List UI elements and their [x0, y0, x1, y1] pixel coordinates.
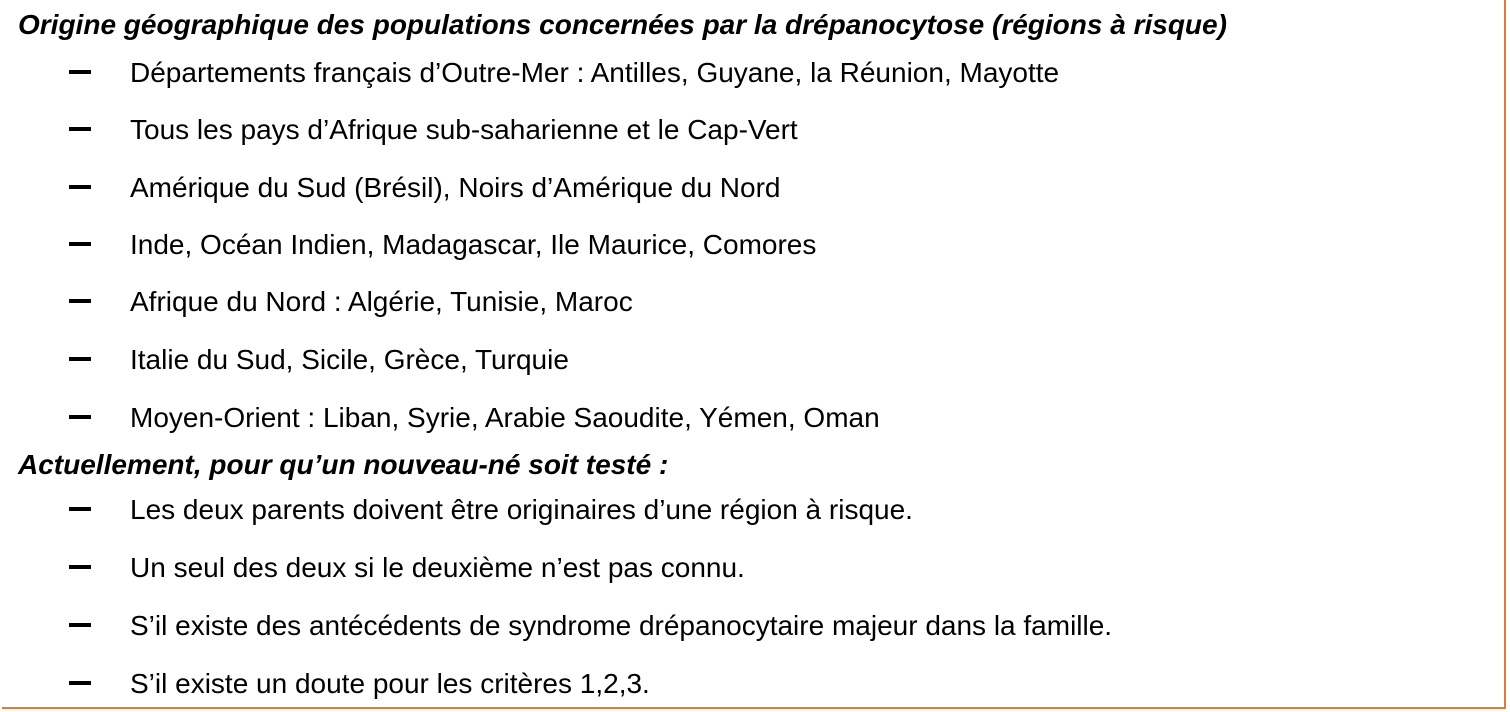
list-item-text: S’il existe un doute pour les critères 1,2,3. — [130, 668, 650, 699]
list-item — [0, 608, 1500, 644]
dash-bullet-icon — [69, 507, 91, 511]
list-item — [0, 492, 1500, 528]
list-item — [0, 666, 1500, 702]
list-item-text: Amérique du Sud (Brésil), Noirs d’Amérique du Nord — [130, 172, 781, 203]
dash-bullet-icon — [69, 623, 91, 627]
regions-heading: Origine géographique des populations concernées par la drépanocytose (régions à risque) — [18, 9, 1227, 40]
list-item-text: Moyen-Orient : Liban, Syrie, Arabie Saoudite, Yémen, Oman — [130, 402, 880, 433]
list-item — [0, 55, 1500, 91]
dash-bullet-icon — [69, 357, 91, 361]
dash-bullet-icon — [69, 185, 91, 189]
list-item-text: Les deux parents doivent être originaires d’une région à risque. — [130, 494, 913, 525]
dash-bullet-icon — [69, 242, 91, 246]
list-item — [0, 170, 1500, 206]
list-item — [0, 112, 1500, 148]
dash-bullet-icon — [69, 681, 91, 685]
dash-bullet-icon — [69, 127, 91, 131]
list-item-text: Départements français d’Outre-Mer : Antilles, Guyane, la Réunion, Mayotte — [130, 57, 1060, 88]
dash-bullet-icon — [69, 415, 91, 419]
list-item-text: S’il existe des antécédents de syndrome drépanocytaire majeur dans la famille. — [130, 610, 1113, 641]
list-item-text: Inde, Océan Indien, Madagascar, Ile Maurice, Comores — [130, 229, 817, 260]
dash-bullet-icon — [69, 70, 91, 74]
list-item-text: Italie du Sud, Sicile, Grèce, Turquie — [130, 344, 569, 375]
list-item-text: Un seul des deux si le deuxième n’est pas connu. — [130, 552, 745, 583]
list-item — [0, 227, 1500, 263]
list-item-text: Afrique du Nord : Algérie, Tunisie, Maroc — [130, 286, 633, 317]
dash-bullet-icon — [69, 565, 91, 569]
list-item — [0, 400, 1500, 436]
testing-criteria-heading: Actuellement, pour qu’un nouveau-né soit testé : — [18, 449, 669, 480]
list-item — [0, 550, 1500, 586]
dash-bullet-icon — [69, 299, 91, 303]
list-item-text: Tous les pays d’Afrique sub-saharienne et le Cap-Vert — [130, 114, 798, 145]
list-item — [0, 284, 1500, 320]
list-item — [0, 342, 1500, 378]
